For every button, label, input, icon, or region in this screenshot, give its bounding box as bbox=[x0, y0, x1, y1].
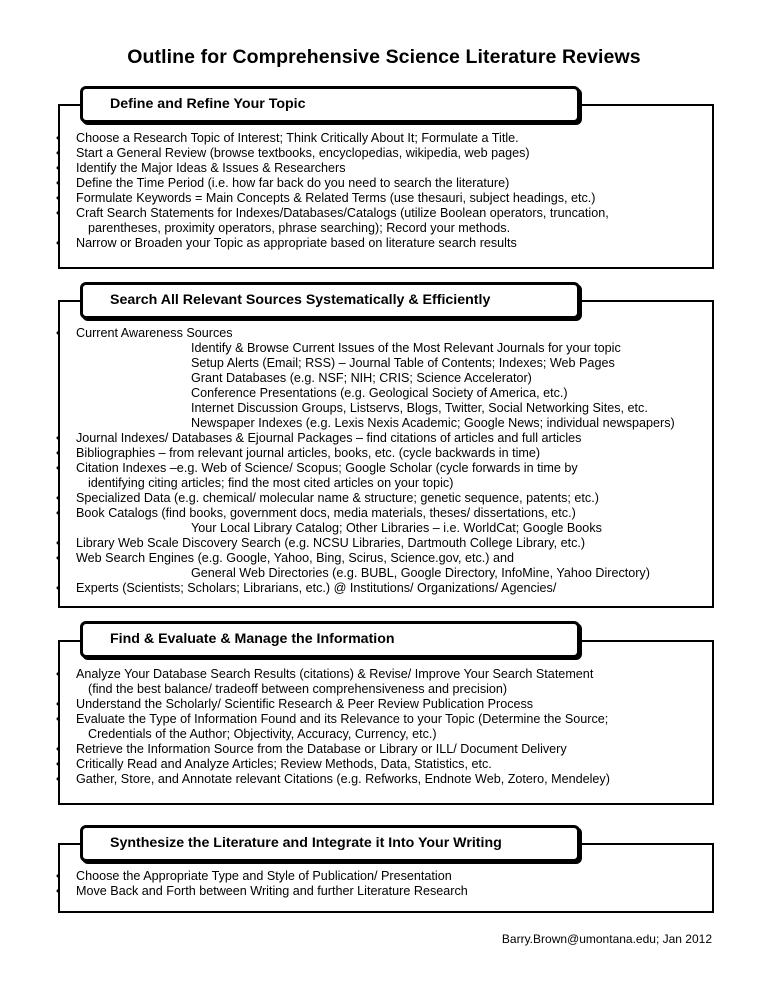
footer-credit: Barry.Brown@umontana.edu; Jan 2012 bbox=[501, 932, 712, 946]
list-subitem: Newspaper Indexes (e.g. Lexis Nexis Academic; Google News; individual newspapers) bbox=[191, 416, 675, 430]
section-heading: Find & Evaluate & Manage the Information bbox=[110, 631, 395, 647]
list-item: • Define the Time Period (i.e. how far back do you need to search the literature) bbox=[0, 176, 656, 191]
list-item: • Book Catalogs (find books, government docs, media materials, theses/ dissertations, etc.) bbox=[0, 506, 656, 521]
list-subitem: General Web Directories (e.g. BUBL, Google Directory, InfoMine, Yahoo Directory) bbox=[191, 566, 650, 580]
list-item: • Understand the Scholarly/ Scientific Research & Peer Review Publication Process bbox=[0, 697, 656, 712]
section-list-search bbox=[0, 326, 768, 604]
list-item: • Specialized Data (e.g. chemical/ molecular name & structure; genetic sequence, patents; etc.) bbox=[0, 491, 656, 506]
list-item: • Current Awareness Sources bbox=[0, 326, 656, 341]
section-heading-tab-search bbox=[80, 282, 580, 319]
list-item: • Web Search Engines (e.g. Google, Yahoo, Bing, Scirus, Science.gov, etc.) and bbox=[0, 551, 656, 566]
list-item: • Identify the Major Ideas & Issues & Researchers bbox=[0, 161, 656, 176]
list-subitem: Conference Presentations (e.g. Geological Society of America, etc.) bbox=[191, 386, 568, 400]
list-item: • Gather, Store, and Annotate relevant Citations (e.g. Refworks, Endnote Web, Zotero, Mendeley) bbox=[0, 772, 656, 787]
list-item: • Journal Indexes/ Databases & Ejournal Packages – find citations of articles and full articles bbox=[0, 431, 656, 446]
list-subitem: Internet Discussion Groups, Listservs, Blogs, Twitter, Social Networking Sites, etc. bbox=[191, 401, 648, 415]
list-item: • Evaluate the Type of Information Found and its Relevance to your Topic (Determine the Source; bbox=[0, 712, 656, 727]
list-item: • Craft Search Statements for Indexes/Databases/Catalogs (utilize Boolean operators, truncation, bbox=[0, 206, 656, 221]
section-list-synthesize bbox=[0, 869, 656, 899]
list-item: • Move Back and Forth between Writing and further Literature Research bbox=[0, 884, 656, 899]
list-item-continuation: Credentials of the Author; Objectivity, Accuracy, Currency, etc.) bbox=[88, 727, 437, 741]
list-item: • Formulate Keywords = Main Concepts & Related Terms (use thesauri, subject headings, etc.) bbox=[0, 191, 656, 206]
list-subitem: Your Local Library Catalog; Other Libraries – i.e. WorldCat; Google Books bbox=[191, 521, 602, 535]
list-item: • Narrow or Broaden your Topic as appropriate based on literature search results bbox=[0, 236, 656, 251]
list-item: • Library Web Scale Discovery Search (e.g. NCSU Libraries, Dartmouth College Library, etc.) bbox=[0, 536, 656, 551]
list-item: • Critically Read and Analyze Articles; Review Methods, Data, Statistics, etc. bbox=[0, 757, 656, 772]
section-heading: Synthesize the Literature and Integrate it Into Your Writing bbox=[110, 835, 502, 851]
list-item-continuation: (find the best balance/ tradeoff between comprehensiveness and precision) bbox=[88, 682, 508, 696]
list-item: • Retrieve the Information Source from the Database or Library or ILL/ Document Delivery bbox=[0, 742, 656, 757]
section-heading-tab-synthesize bbox=[80, 825, 580, 862]
list-item: • Analyze Your Database Search Results (citations) & Revise/ Improve Your Search Statement bbox=[0, 667, 656, 682]
list-item: • Choose a Research Topic of Interest; Think Critically About It; Formulate a Title. bbox=[0, 131, 656, 146]
list-item: • Choose the Appropriate Type and Style of Publication/ Presentation bbox=[0, 869, 656, 884]
section-heading-tab-evaluate bbox=[80, 621, 580, 658]
list-item: • Citation Indexes –e.g. Web of Science/ Scopus; Google Scholar (cycle forwards in time by bbox=[0, 461, 656, 476]
list-subitem: Identify & Browse Current Issues of the Most Relevant Journals for your topic bbox=[191, 341, 621, 355]
list-item: • Experts (Scientists; Scholars; Librarians, etc.) @ Institutions/ Organizations/ Agencies/ bbox=[0, 581, 656, 596]
list-subitem: Setup Alerts (Email; RSS) – Journal Table of Contents; Indexes; Web Pages bbox=[191, 356, 615, 370]
list-item-continuation: identifying citing articles; find the most cited articles on your topic) bbox=[88, 476, 454, 490]
page-title: Outline for Comprehensive Science Literature Reviews bbox=[127, 46, 641, 68]
section-heading: Define and Refine Your Topic bbox=[110, 96, 306, 112]
section-heading-tab-define bbox=[80, 86, 580, 123]
list-item-continuation: parentheses, proximity operators, phrase searching); Record your methods. bbox=[88, 221, 511, 235]
section-list-define bbox=[0, 131, 668, 251]
list-item: • Bibliographies – from relevant journal articles, books, etc. (cycle backwards in time) bbox=[0, 446, 656, 461]
section-list-evaluate bbox=[0, 667, 668, 787]
section-heading: Search All Relevant Sources Systematically & Efficiently bbox=[110, 292, 491, 308]
list-item: • Start a General Review (browse textbooks, encyclopedias, wikipedia, web pages) bbox=[0, 146, 656, 161]
list-subitem: Grant Databases (e.g. NSF; NIH; CRIS; Science Accelerator) bbox=[191, 371, 532, 385]
